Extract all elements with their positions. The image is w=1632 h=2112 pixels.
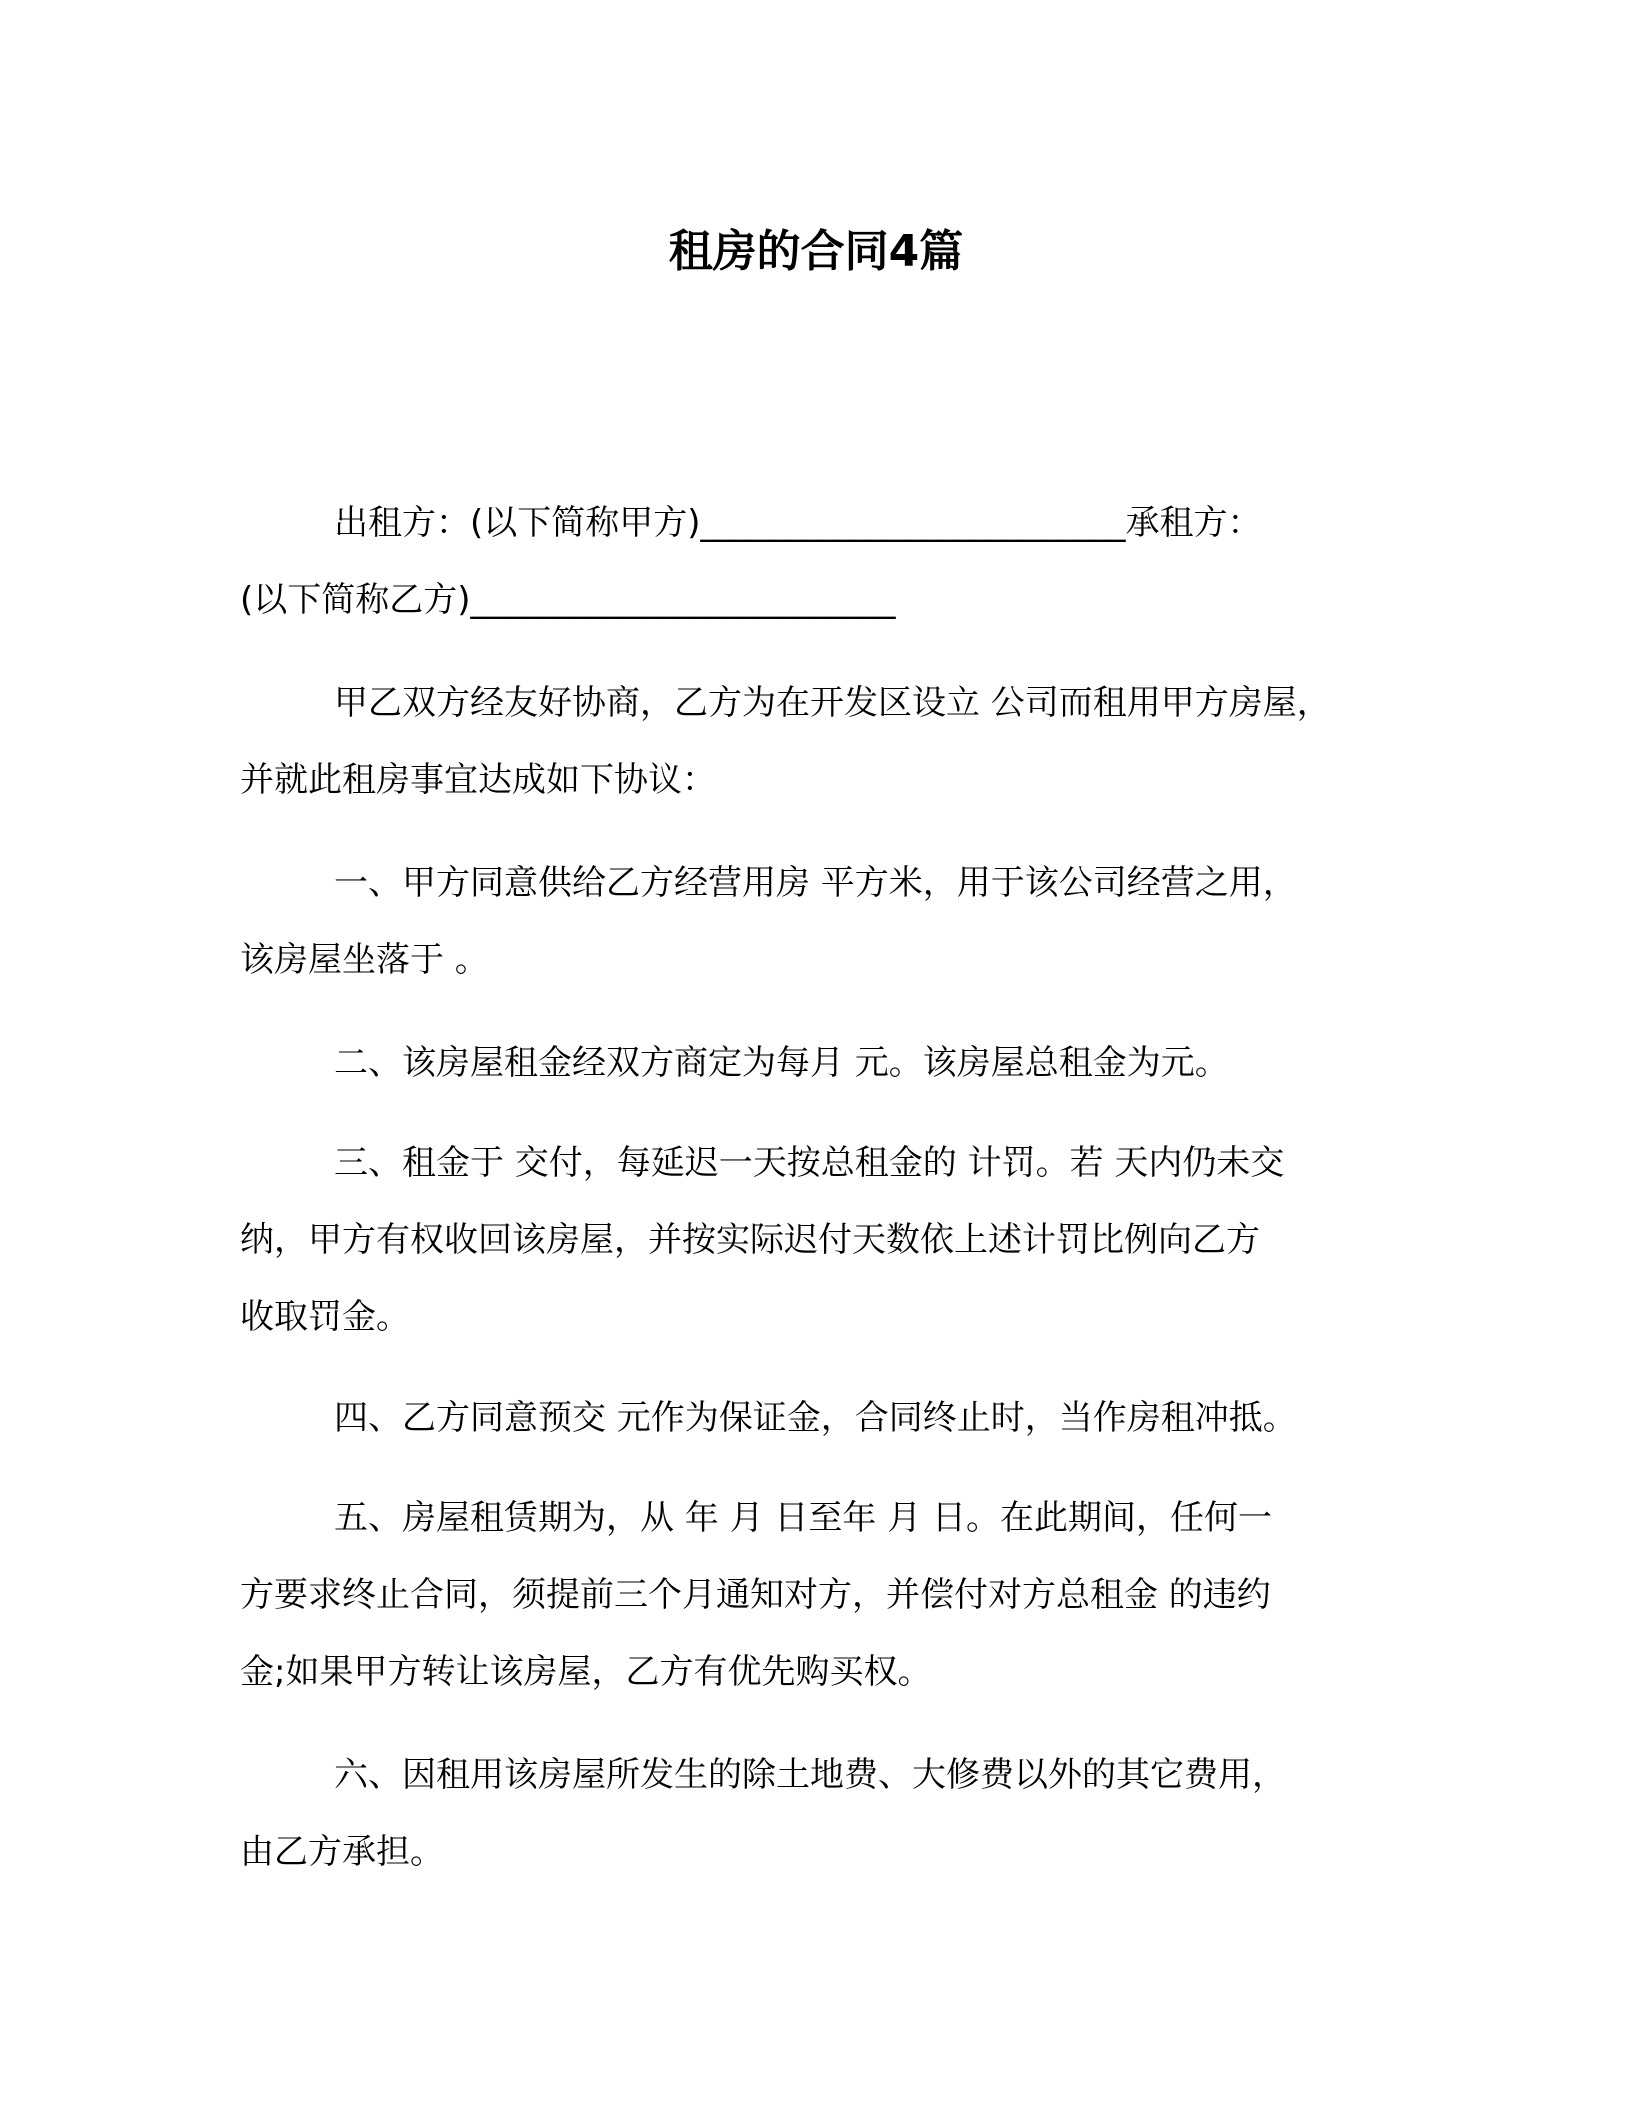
paragraph-line: (以下简称乙方)_________________________ bbox=[240, 580, 896, 620]
paragraph-line: 出租方：(以下简称甲方)_________________________承租方： bbox=[334, 503, 1262, 543]
paragraph-line: 由乙方承担。 bbox=[240, 1832, 444, 1872]
paragraph-line: 金;如果甲方转让该房屋，乙方有优先购买权。 bbox=[240, 1652, 932, 1692]
clause-3 bbox=[240, 1125, 1410, 1356]
paragraph-line: 四、乙方同意预交 元作为保证金，合同终止时，当作房租冲抵。 bbox=[334, 1398, 1297, 1438]
paragraph-line: 六、因租用该房屋所发生的除土地费、大修费以外的其它费用， bbox=[334, 1755, 1286, 1795]
paragraph-line: 收取罚金。 bbox=[240, 1297, 410, 1337]
paragraph-line: 方要求终止合同，须提前三个月通知对方，并偿付对方总租金 的违约 bbox=[240, 1575, 1271, 1615]
clause-2 bbox=[240, 1025, 1410, 1102]
paragraph-line: 五、房屋租赁期为，从 年 月 日至年 月 日。在此期间，任何一 bbox=[334, 1498, 1273, 1538]
clause-parties bbox=[240, 485, 1410, 639]
paragraph-line: 一、甲方同意供给乙方经营用房 平方米，用于该公司经营之用， bbox=[334, 863, 1297, 903]
clause-preamble bbox=[240, 665, 1410, 819]
paragraph-line: 纳，甲方有权收回该房屋，并按实际迟付天数依上述计罚比例向乙方 bbox=[240, 1220, 1260, 1260]
clause-4 bbox=[240, 1380, 1410, 1457]
clause-6 bbox=[240, 1737, 1410, 1891]
paragraph-line: 该房屋坐落于 。 bbox=[240, 940, 489, 980]
document-title: 租房的合同4篇 bbox=[668, 226, 964, 277]
paragraph-line: 三、租金于 交付，每延迟一天按总租金的 计罚。若 天内仍未交 bbox=[334, 1143, 1285, 1183]
clause-1 bbox=[240, 845, 1410, 999]
paragraph-line: 二、该房屋租金经双方商定为每月 元。该房屋总租金为元。 bbox=[334, 1043, 1229, 1083]
clause-5 bbox=[240, 1480, 1410, 1711]
paragraph-line: 甲乙双方经友好协商，乙方为在开发区设立 公司而租用甲方房屋， bbox=[334, 683, 1331, 723]
paragraph-line: 并就此租房事宜达成如下协议： bbox=[240, 760, 716, 800]
